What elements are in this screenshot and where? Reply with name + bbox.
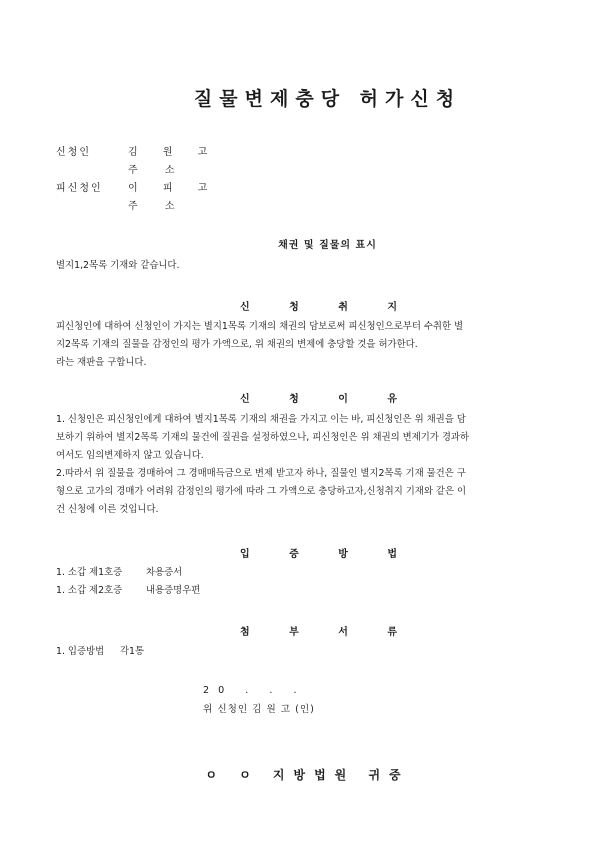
list-item-number: 1. 입증방법	[56, 646, 105, 657]
party-role	[56, 162, 128, 180]
section-heading-reasons: 신 청 이 유	[239, 394, 416, 405]
list-item	[56, 643, 526, 661]
paragraph-line: 지2목록 기재의 질물을 감정인의 평가 가액으로, 위 채권의 변제에 충당할 것을 허가한다.	[56, 339, 418, 350]
court-addressee: ㅇ ㅇ 지방법원 귀중	[205, 768, 410, 782]
list-item-description: 각1통	[120, 646, 145, 657]
paragraph-line: 1. 신청인은 피신청인에게 대하여 별지1목록 기재의 채권을 가지고 이는 바, 피신청인은 위 채권을 담	[56, 414, 466, 425]
reasons-text	[56, 411, 526, 519]
paragraph-line: 라는 재판을 구합니다.	[56, 357, 147, 368]
attachments-list	[56, 643, 526, 661]
party-row-applicant-address	[56, 162, 218, 180]
purpose-text	[56, 318, 526, 372]
party-role: 신청인	[56, 147, 91, 158]
parties-block	[56, 144, 218, 216]
paragraph-line: 보하기 위하여 별지2목록 기재의 물건에 질권을 설정하였으나, 피신청인은 위 채권의 변제기가 경과하	[56, 432, 470, 443]
list-item	[56, 564, 526, 582]
list-item-number: 1. 소갑 제2호증	[56, 585, 123, 596]
paragraph-line: 2.따라서 위 질물을 경매하여 그 경매매득금으로 변제 받고자 하나, 질물인 별지2목록 기재 물건은 구	[56, 468, 466, 479]
paragraph-line: 건 신청에 이른 것입니다.	[56, 504, 159, 515]
filing-date: 20 . . .	[203, 685, 306, 696]
list-item-description: 내용증명우편	[146, 585, 201, 596]
paragraph-line: 여서도 임의변제하지 않고 있습니다.	[56, 450, 204, 461]
section-heading-claim-display: 채권 및 질물의 표시	[278, 240, 377, 251]
party-address: 주 소	[128, 165, 187, 176]
list-item-number: 1. 소갑 제1호증	[56, 567, 123, 578]
party-role: 피신청인	[56, 183, 103, 194]
section-heading-evidence: 입 증 방 법	[239, 549, 416, 560]
party-name: 김 원 고	[128, 147, 219, 158]
party-row-respondent-address	[56, 198, 218, 216]
date-signature-block	[203, 681, 315, 719]
section-heading-attachments: 첨 부 서 류	[239, 627, 416, 638]
paragraph-line: 별지1,2목록 기재와 같습니다.	[56, 260, 180, 271]
section-heading-purpose: 신 청 취 지	[239, 302, 416, 313]
signer-line: 위 신청인 김 원 고 (인)	[203, 704, 315, 715]
claim-display-text	[56, 257, 526, 275]
list-item	[56, 582, 526, 600]
paragraph-line: 형으로 고가의 경매가 어려워 감정인의 평가에 따라 그 가액으로 충당하고자,신청취지 기재와 같은 이	[56, 486, 467, 497]
party-name: 이 피 고	[128, 183, 219, 194]
evidence-list	[56, 564, 526, 600]
party-role	[56, 198, 128, 216]
party-row-respondent	[56, 180, 218, 198]
list-item-description: 차용증서	[146, 567, 183, 578]
paragraph-line: 피신청인에 대하여 신청인이 가지는 별지1목록 기재의 채권의 담보로써 피신청인으로부터 수취한 별	[56, 321, 464, 332]
party-row-applicant	[56, 144, 218, 162]
document-title: 질물변제충당 허가신청	[193, 88, 462, 110]
party-address: 주 소	[128, 201, 187, 212]
